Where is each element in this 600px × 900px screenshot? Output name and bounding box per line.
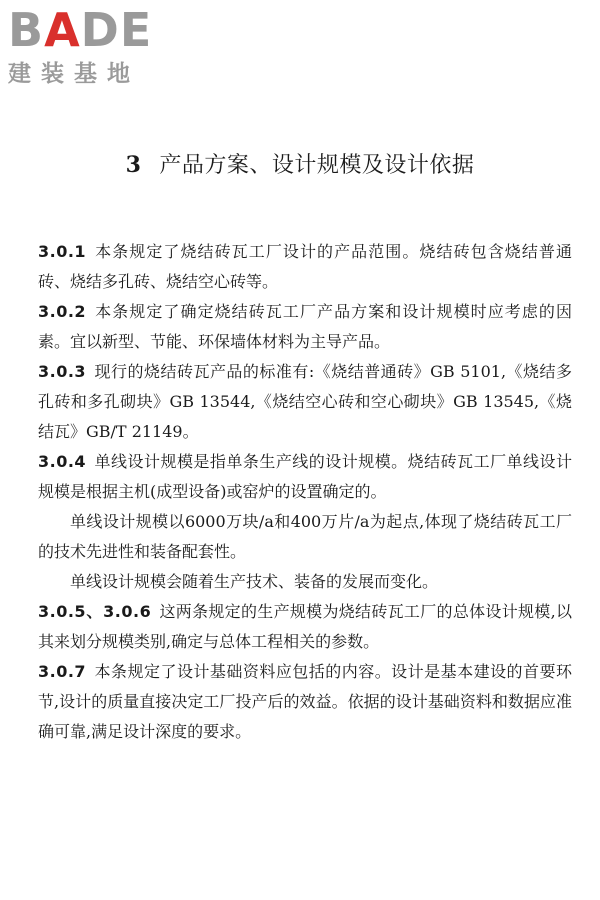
paragraph-text: 本条规定了确定烧结砖瓦工厂产品方案和设计规模时应考虑的因素。宜以新型、节能、环保墙体材料为主导产品。: [38, 302, 572, 351]
logo-letters-de: DE: [80, 3, 153, 57]
bade-logo: [6, 4, 176, 92]
paragraph-text: 单线设计规模会随着生产技术、装备的发展而变化。: [70, 572, 439, 591]
clause-number: 3.0.4: [38, 452, 87, 471]
clause-number: 3.0.2: [38, 302, 87, 321]
clause-number: 3.0.5、3.0.6: [38, 602, 152, 621]
logo-letter-a: A: [44, 3, 81, 57]
paragraph-text: 现行的烧结砖瓦产品的标准有:《烧结普通砖》GB 5101,《烧结多孔砖和多孔砌块》GB 13544,《烧结空心砖和空心砌块》GB 13545,《烧结瓦》GB/T 21149。: [38, 362, 572, 441]
clause-number: 3.0.7: [38, 662, 87, 681]
paragraph-text: 单线设计规模是指单条生产线的设计规模。烧结砖瓦工厂单线设计规模是根据主机(成型设备)或窑炉的设置确定的。: [38, 452, 572, 501]
chapter-title-text: 产品方案、设计规模及设计依据: [159, 153, 475, 178]
clause-number: 3.0.3: [38, 362, 87, 381]
logo-letter-b: B: [8, 3, 45, 57]
document-body: [38, 237, 572, 747]
paragraph-3-0-4: [38, 447, 572, 507]
logo-wordmark: [8, 4, 152, 56]
clause-number: 3.0.1: [38, 242, 87, 261]
paragraph-3-0-2: [38, 297, 572, 357]
paragraph-text: 这两条规定的生产规模为烧结砖瓦工厂的总体设计规模,以其来划分规模类别,确定与总体工程相关的参数。: [38, 602, 572, 651]
paragraph-3-0-7: [38, 657, 572, 747]
paragraph-3-0-3: [38, 357, 572, 447]
paragraph-text: 本条规定了烧结砖瓦工厂设计的产品范围。烧结砖包含烧结普通砖、烧结多孔砖、烧结空心砖等。: [38, 242, 572, 291]
paragraph-text: 单线设计规模以6000万块/a和400万片/a为起点,体现了烧结砖瓦工厂的技术先进性和装备配套性。: [38, 512, 572, 561]
paragraph-text: 本条规定了设计基础资料应包括的内容。设计是基本建设的首要环节,设计的质量直接决定工厂投产后的效益。依据的设计基础资料和数据应准确可靠,满足设计深度的要求。: [38, 662, 572, 741]
paragraph-3-0-5-3-0-6: [38, 597, 572, 657]
paragraph-3-0-4-continued-1: [38, 507, 572, 567]
chapter-number: 3: [125, 152, 142, 178]
logo-subtitle: 建装基地: [8, 61, 140, 87]
paragraph-3-0-4-continued-2: [38, 567, 572, 597]
chapter-title: [0, 150, 600, 181]
paragraph-3-0-1: [38, 237, 572, 297]
